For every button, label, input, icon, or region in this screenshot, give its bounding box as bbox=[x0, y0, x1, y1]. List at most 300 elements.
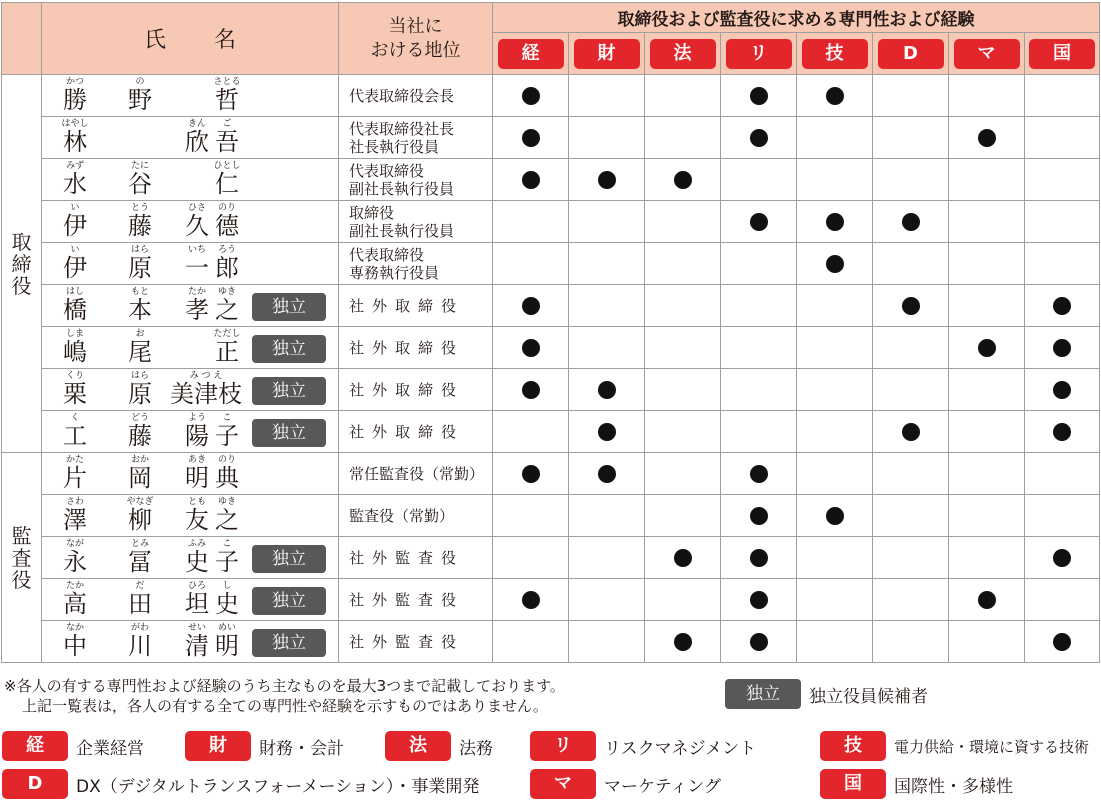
name-character bbox=[202, 539, 252, 576]
skill-cell bbox=[797, 453, 873, 495]
skill-dot-icon bbox=[598, 423, 616, 441]
name-kanji: 勝 bbox=[63, 86, 87, 114]
skill-cell bbox=[569, 75, 645, 117]
skill-cell bbox=[645, 285, 721, 327]
name-kanji: 陽 bbox=[185, 422, 209, 450]
skill-cell bbox=[569, 537, 645, 579]
name-ruby: たか bbox=[187, 287, 206, 297]
member-name-cell bbox=[42, 621, 339, 663]
legend-badge: リ bbox=[530, 731, 596, 761]
name-kanji: 工 bbox=[63, 422, 87, 450]
skill-dot-icon bbox=[826, 255, 844, 273]
position-line: 代表取締役 bbox=[349, 245, 425, 264]
name-character bbox=[115, 329, 165, 366]
name-character bbox=[115, 371, 165, 408]
skill-dot-icon bbox=[750, 213, 768, 231]
skill-dot-icon bbox=[522, 129, 540, 147]
skill-cell bbox=[949, 243, 1025, 285]
skill-cell bbox=[1025, 243, 1100, 285]
name-ruby: さとる bbox=[213, 77, 241, 87]
header-position-line1: 当社に bbox=[388, 15, 443, 37]
member-name bbox=[42, 161, 252, 199]
member-position bbox=[339, 243, 493, 285]
name-ruby: こ bbox=[222, 539, 232, 549]
name-kanji: 尾 bbox=[128, 338, 152, 366]
member-name bbox=[42, 497, 252, 535]
independent-badge: 独立 bbox=[252, 293, 326, 321]
skill-dot-icon bbox=[598, 465, 616, 483]
name-ruby: きん bbox=[187, 119, 206, 129]
name-ruby: いち bbox=[187, 245, 206, 255]
name-ruby: やなぎ bbox=[126, 497, 154, 507]
name-kanji: 藤 bbox=[128, 212, 152, 240]
member-name-cell bbox=[42, 411, 339, 453]
member-position bbox=[339, 411, 493, 453]
legend-text: 企業経営 bbox=[76, 738, 144, 759]
name-character bbox=[160, 371, 252, 408]
skill-cell bbox=[569, 453, 645, 495]
name-ruby: み つ え bbox=[189, 371, 223, 381]
legend-badge: 法 bbox=[385, 731, 451, 761]
skill-cell bbox=[1025, 285, 1100, 327]
group-label-auditors bbox=[2, 453, 42, 663]
skill-cell bbox=[873, 537, 949, 579]
skill-cell bbox=[949, 159, 1025, 201]
name-ruby: はら bbox=[130, 371, 149, 381]
position-line: 常任監査役（常勤） bbox=[349, 464, 485, 483]
position-line: 代表取締役会長 bbox=[349, 86, 455, 105]
name-ruby: みず bbox=[65, 161, 84, 171]
name-kanji: 野 bbox=[128, 86, 152, 114]
table-row bbox=[2, 243, 1100, 285]
skill-cell bbox=[493, 579, 569, 621]
name-ruby: こ bbox=[222, 413, 232, 423]
name-ruby: おか bbox=[130, 455, 149, 465]
name-ruby: よう bbox=[187, 413, 206, 423]
member-name bbox=[42, 77, 252, 115]
name-character bbox=[202, 413, 252, 450]
skill-cell bbox=[873, 117, 949, 159]
name-character bbox=[50, 455, 100, 492]
name-character bbox=[50, 539, 100, 576]
member-name bbox=[42, 287, 252, 325]
name-kanji: 孝 bbox=[185, 296, 209, 324]
group-label-char: 査 bbox=[11, 545, 32, 570]
member-position bbox=[339, 537, 493, 579]
legend-text: 財務・会計 bbox=[259, 738, 344, 759]
name-kanji: 原 bbox=[128, 254, 152, 282]
member-position bbox=[339, 369, 493, 411]
name-ruby: はし bbox=[65, 287, 84, 297]
skill-dot-icon bbox=[1053, 549, 1071, 567]
skill-cell bbox=[949, 453, 1025, 495]
name-character bbox=[202, 329, 252, 366]
skill-cell bbox=[569, 159, 645, 201]
name-kanji: 史 bbox=[185, 548, 209, 576]
member-name-cell bbox=[42, 75, 339, 117]
skill-cell bbox=[721, 537, 797, 579]
skill-cell bbox=[721, 621, 797, 663]
name-character bbox=[202, 245, 252, 282]
skill-cell bbox=[645, 75, 721, 117]
table-row bbox=[2, 411, 1100, 453]
member-name bbox=[42, 245, 252, 283]
name-character bbox=[115, 287, 165, 324]
position-line: 社外監査役 bbox=[349, 548, 465, 567]
name-kanji: 嶋 bbox=[63, 338, 87, 366]
position-line: 副社長執行役員 bbox=[349, 179, 455, 198]
skill-cell bbox=[721, 117, 797, 159]
member-name-cell bbox=[42, 453, 339, 495]
name-ruby: だ bbox=[135, 581, 145, 591]
skill-cell bbox=[721, 579, 797, 621]
member-name bbox=[42, 455, 252, 493]
legend-badge: D bbox=[2, 769, 68, 799]
name-character bbox=[115, 455, 165, 492]
member-name bbox=[42, 581, 252, 619]
name-character bbox=[115, 161, 165, 198]
name-kanji: 正 bbox=[215, 338, 239, 366]
name-character bbox=[115, 119, 165, 129]
name-kanji: 子 bbox=[215, 422, 239, 450]
name-ruby: ふみ bbox=[187, 539, 206, 549]
skill-dot-icon bbox=[1053, 381, 1071, 399]
skill-dot-icon bbox=[750, 591, 768, 609]
skill-cell bbox=[493, 117, 569, 159]
name-kanji: 藤 bbox=[128, 422, 152, 450]
name-ruby: い bbox=[70, 203, 80, 213]
skill-cell bbox=[797, 537, 873, 579]
skill-cell bbox=[949, 411, 1025, 453]
name-character bbox=[115, 413, 165, 450]
member-name-cell bbox=[42, 537, 339, 579]
skill-dot-icon bbox=[522, 87, 540, 105]
name-character bbox=[115, 497, 165, 534]
name-kanji: 永 bbox=[63, 548, 87, 576]
name-character bbox=[202, 581, 252, 618]
name-ruby: ご bbox=[222, 119, 232, 129]
name-character bbox=[50, 161, 100, 198]
header-name: 氏名 bbox=[42, 3, 339, 75]
skill-dot-icon bbox=[826, 87, 844, 105]
legend-text: 電力供給・環境に資する技術 bbox=[894, 737, 1090, 756]
skill-dot-icon bbox=[522, 171, 540, 189]
table-row bbox=[2, 579, 1100, 621]
name-character bbox=[115, 539, 165, 576]
skill-cell bbox=[645, 243, 721, 285]
skill-dot-icon bbox=[750, 507, 768, 525]
group-label-char: 締 bbox=[11, 251, 32, 276]
name-ruby: あき bbox=[187, 455, 206, 465]
legend-text: リスクマネジメント bbox=[604, 738, 757, 759]
skill-cell bbox=[645, 201, 721, 243]
skill-cell bbox=[721, 75, 797, 117]
skill-cell bbox=[493, 243, 569, 285]
name-ruby: はら bbox=[130, 245, 149, 255]
skill-dot-icon bbox=[750, 633, 768, 651]
name-kanji: 柳 bbox=[128, 506, 152, 534]
footnote-line1: ※各人の有する専門性および経験のうち主なものを最大3つまで記載しております。 bbox=[4, 677, 565, 695]
member-position bbox=[339, 201, 493, 243]
skill-cell bbox=[493, 159, 569, 201]
table-row bbox=[2, 453, 1100, 495]
skill-cell bbox=[797, 243, 873, 285]
skill-cell bbox=[949, 285, 1025, 327]
name-ruby: のり bbox=[217, 455, 236, 465]
member-name-cell bbox=[42, 327, 339, 369]
position-line: 社外取締役 bbox=[349, 422, 465, 441]
name-ruby: とう bbox=[130, 203, 149, 213]
name-ruby: めい bbox=[217, 623, 236, 633]
legend-badge: マ bbox=[530, 769, 596, 799]
skill-dot-icon bbox=[674, 171, 692, 189]
legend-text: マーケティング bbox=[604, 776, 721, 797]
skill-dot-icon bbox=[750, 129, 768, 147]
member-position bbox=[339, 285, 493, 327]
category-badge: リ bbox=[726, 39, 792, 69]
legend-independent-text: 独立役員候補者 bbox=[809, 686, 928, 707]
skill-cell bbox=[721, 369, 797, 411]
skill-cell bbox=[645, 327, 721, 369]
skill-cell bbox=[493, 453, 569, 495]
name-kanji: 明 bbox=[185, 464, 209, 492]
table-row bbox=[2, 285, 1100, 327]
name-ruby: ただし bbox=[213, 329, 241, 339]
skill-cell bbox=[645, 621, 721, 663]
table-row bbox=[2, 537, 1100, 579]
skill-cell bbox=[721, 243, 797, 285]
skill-dot-icon bbox=[750, 465, 768, 483]
name-ruby: しま bbox=[65, 329, 84, 339]
position-line: 副社長執行役員 bbox=[349, 221, 455, 240]
skill-cell bbox=[569, 243, 645, 285]
member-position bbox=[339, 453, 493, 495]
skill-cell bbox=[949, 369, 1025, 411]
name-kanji: 郎 bbox=[215, 254, 239, 282]
category-badge: 技 bbox=[802, 39, 868, 69]
name-character bbox=[50, 203, 100, 240]
name-ruby: ひとし bbox=[213, 161, 241, 171]
skill-cell bbox=[645, 453, 721, 495]
name-kanji: 中 bbox=[63, 632, 87, 660]
name-ruby: のり bbox=[217, 203, 236, 213]
skill-cell bbox=[873, 201, 949, 243]
skill-cell bbox=[797, 495, 873, 537]
name-kanji: 一 bbox=[185, 254, 209, 282]
group-label-char: 役 bbox=[11, 567, 32, 592]
independent-badge: 独立 bbox=[252, 629, 326, 657]
name-ruby: く bbox=[70, 413, 80, 423]
name-ruby: ゆき bbox=[217, 497, 236, 507]
category-header-cell bbox=[645, 33, 721, 75]
name-ruby: お bbox=[135, 329, 145, 339]
member-rows bbox=[2, 75, 1100, 663]
skill-cell bbox=[797, 369, 873, 411]
skill-cell bbox=[949, 327, 1025, 369]
skill-cell bbox=[873, 75, 949, 117]
skill-cell bbox=[873, 243, 949, 285]
name-ruby: せい bbox=[187, 623, 206, 633]
skill-cell bbox=[1025, 579, 1100, 621]
legend-item bbox=[530, 731, 756, 761]
skill-cell bbox=[721, 411, 797, 453]
skill-cell bbox=[949, 537, 1025, 579]
name-character bbox=[115, 581, 165, 618]
name-kanji: 水 bbox=[63, 170, 87, 198]
skill-cell bbox=[873, 159, 949, 201]
skill-dot-icon bbox=[674, 633, 692, 651]
legend-item bbox=[385, 731, 493, 761]
member-name-cell bbox=[42, 285, 339, 327]
name-character bbox=[202, 455, 252, 492]
skill-dot-icon bbox=[902, 423, 920, 441]
skill-cell bbox=[1025, 117, 1100, 159]
table-row bbox=[2, 621, 1100, 663]
skill-cell bbox=[1025, 621, 1100, 663]
skill-cell bbox=[1025, 159, 1100, 201]
skill-cell bbox=[949, 117, 1025, 159]
name-character bbox=[202, 287, 252, 324]
group-label-char: 監 bbox=[11, 523, 32, 548]
skill-cell bbox=[1025, 369, 1100, 411]
skill-cell bbox=[873, 369, 949, 411]
position-line: 社外監査役 bbox=[349, 632, 465, 651]
skill-cell bbox=[797, 285, 873, 327]
member-position bbox=[339, 159, 493, 201]
skill-cell bbox=[645, 495, 721, 537]
skill-dot-icon bbox=[978, 129, 996, 147]
skill-cell bbox=[949, 75, 1025, 117]
skill-cell bbox=[949, 579, 1025, 621]
name-ruby: ゆき bbox=[217, 287, 236, 297]
legend-text: 法務 bbox=[459, 738, 493, 759]
name-ruby: さわ bbox=[65, 497, 84, 507]
category-badge: 財 bbox=[574, 39, 640, 69]
position-line: 社外監査役 bbox=[349, 590, 465, 609]
skill-dot-icon bbox=[826, 213, 844, 231]
name-ruby: い bbox=[70, 245, 80, 255]
skill-cell bbox=[873, 453, 949, 495]
legend-badge: 技 bbox=[820, 731, 886, 761]
name-kanji: 子 bbox=[215, 548, 239, 576]
member-name bbox=[42, 623, 252, 661]
skill-cell bbox=[721, 285, 797, 327]
skill-cell bbox=[797, 159, 873, 201]
member-position bbox=[339, 327, 493, 369]
name-ruby: とも bbox=[187, 497, 206, 507]
skill-cell bbox=[873, 411, 949, 453]
name-kanji: 史 bbox=[215, 590, 239, 618]
header-group-cell bbox=[2, 3, 42, 75]
table-row bbox=[2, 201, 1100, 243]
name-ruby: し bbox=[222, 581, 232, 591]
name-kanji: 谷 bbox=[128, 170, 152, 198]
name-character bbox=[50, 287, 100, 324]
skill-cell bbox=[493, 537, 569, 579]
name-kanji: 冨 bbox=[128, 548, 152, 576]
member-name-cell bbox=[42, 243, 339, 285]
skill-cell bbox=[645, 537, 721, 579]
name-character bbox=[50, 77, 100, 114]
member-name bbox=[42, 413, 252, 451]
skill-cell bbox=[797, 75, 873, 117]
legend-badge: 財 bbox=[185, 731, 251, 761]
skill-cell bbox=[873, 621, 949, 663]
skill-cell bbox=[1025, 75, 1100, 117]
table-row bbox=[2, 159, 1100, 201]
name-kanji: 友 bbox=[185, 506, 209, 534]
member-position bbox=[339, 75, 493, 117]
member-name-cell bbox=[42, 369, 339, 411]
skill-dot-icon bbox=[522, 591, 540, 609]
skill-dot-icon bbox=[1053, 423, 1071, 441]
skill-cell bbox=[493, 495, 569, 537]
name-character bbox=[202, 203, 252, 240]
independent-badge: 独立 bbox=[252, 419, 326, 447]
position-line: 専務執行役員 bbox=[349, 263, 440, 282]
skill-cell bbox=[1025, 453, 1100, 495]
position-line: 代表取締役社長 bbox=[349, 119, 455, 138]
name-kanji: 川 bbox=[128, 632, 152, 660]
legend-item bbox=[820, 769, 1013, 799]
skill-cell bbox=[873, 579, 949, 621]
category-badge: 国 bbox=[1029, 39, 1095, 69]
position-line: 監査役（常勤） bbox=[349, 506, 455, 525]
position-line: 代表取締役 bbox=[349, 161, 425, 180]
footnote-line2: 上記一覧表は，各人の有する全ての専門性や経験を示すものではありません。 bbox=[22, 697, 548, 715]
category-header-cell bbox=[1025, 33, 1100, 75]
name-kanji: 橋 bbox=[63, 296, 87, 324]
name-character bbox=[115, 245, 165, 282]
name-character bbox=[50, 371, 100, 408]
skill-cell bbox=[569, 495, 645, 537]
name-character bbox=[115, 623, 165, 660]
skill-cell bbox=[797, 411, 873, 453]
skill-cell bbox=[1025, 411, 1100, 453]
name-kanji: 美津枝 bbox=[170, 380, 242, 408]
name-ruby: なが bbox=[65, 539, 84, 549]
position-line: 社外取締役 bbox=[349, 296, 465, 315]
skill-dot-icon bbox=[750, 549, 768, 567]
name-character bbox=[50, 119, 100, 156]
independent-badge: 独立 bbox=[725, 679, 801, 709]
position-line: 社長執行役員 bbox=[349, 137, 440, 156]
name-character bbox=[202, 161, 252, 198]
skill-cell bbox=[493, 411, 569, 453]
name-character bbox=[115, 77, 165, 114]
skill-dot-icon bbox=[1053, 297, 1071, 315]
category-header-cell bbox=[721, 33, 797, 75]
skill-dot-icon bbox=[522, 465, 540, 483]
name-kanji: 栗 bbox=[63, 380, 87, 408]
skill-cell bbox=[797, 117, 873, 159]
group-label-directors bbox=[2, 75, 42, 453]
name-ruby: ひさ bbox=[187, 203, 206, 213]
legend-item bbox=[530, 769, 721, 799]
member-name-cell bbox=[42, 495, 339, 537]
legend-item bbox=[185, 731, 344, 761]
skill-dot-icon bbox=[598, 171, 616, 189]
name-character bbox=[202, 623, 252, 660]
skill-dot-icon bbox=[750, 87, 768, 105]
name-character bbox=[50, 581, 100, 618]
name-ruby: ろう bbox=[217, 245, 236, 255]
legend-item bbox=[2, 731, 144, 761]
skill-dot-icon bbox=[978, 339, 996, 357]
category-badge: 法 bbox=[650, 39, 716, 69]
category-header-cell bbox=[797, 33, 873, 75]
member-name bbox=[42, 539, 252, 577]
